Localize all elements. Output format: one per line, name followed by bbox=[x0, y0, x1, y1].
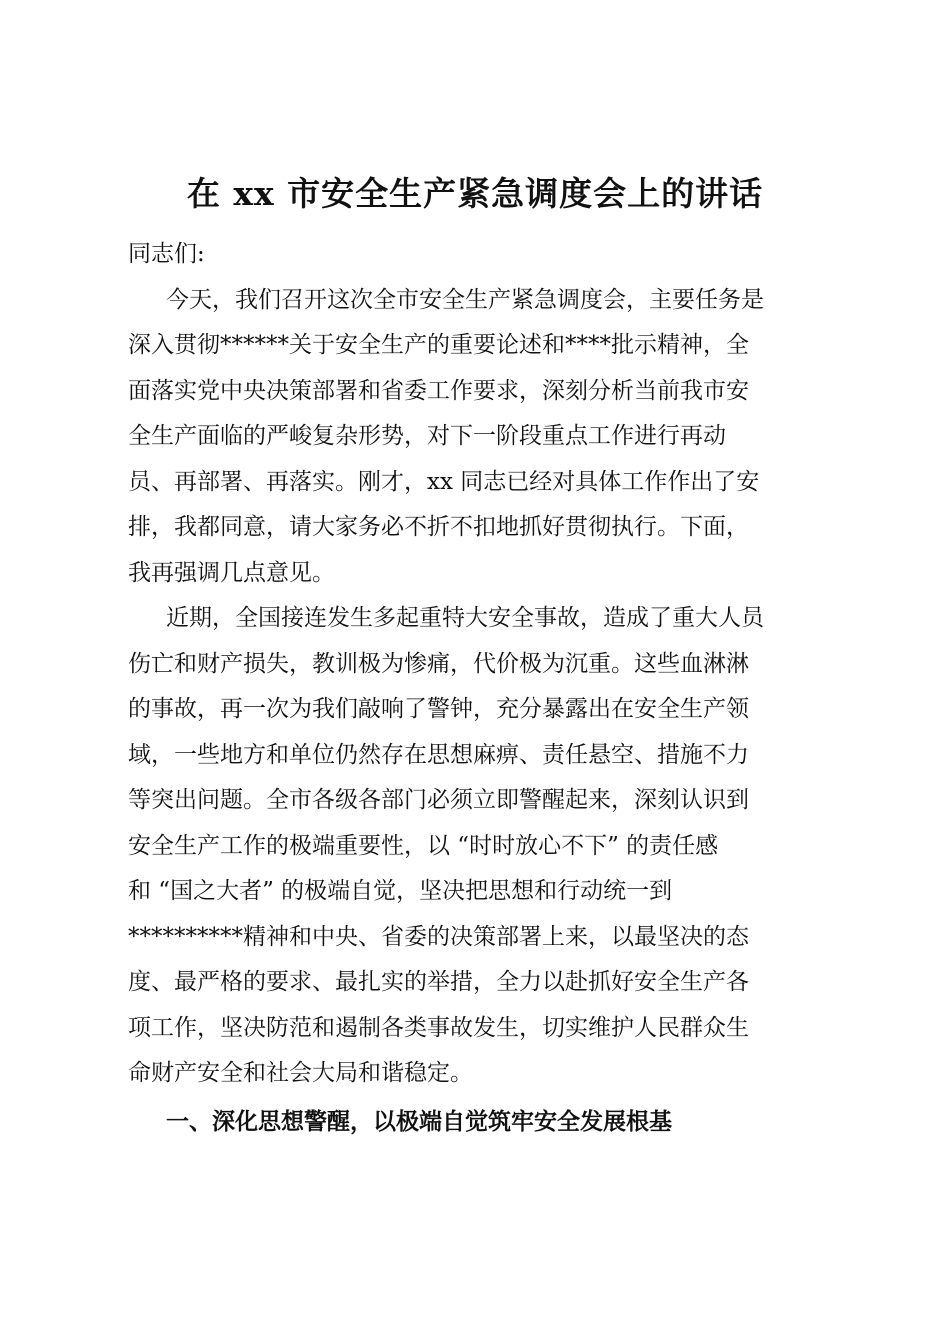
paragraph-2-line: 项工作，坚决防范和遏制各类事故发生，切实维护人民群众生 bbox=[128, 1014, 749, 1041]
section-heading: 一、深化思想警醒，以极端自觉筑牢安全发展根基 bbox=[166, 1107, 672, 1135]
document-body bbox=[128, 232, 828, 1144]
paragraph-1-line: 全生产面临的严峻复杂形势，对下一阶段重点工作进行再动 bbox=[128, 423, 726, 449]
document-title: 在 xx 市安全生产紧急调度会上的讲话 bbox=[186, 174, 764, 213]
salutation: 同志们: bbox=[128, 241, 205, 267]
paragraph-1-line: 深入贯彻******关于安全生产的重要论述和****批示精神，全 bbox=[128, 332, 749, 358]
paragraph-1-line: 排，我都同意，请大家务必不折不扣地抓好贯彻执行。下面， bbox=[128, 514, 749, 540]
paragraph-2-line: 伤亡和财产损失，教训极为惨痛，代价极为沉重。这些血淋淋 bbox=[128, 650, 749, 677]
paragraph-2-line: 近期，全国接连发生多起重特大安全事故，造成了重大人员 bbox=[166, 605, 764, 631]
paragraph-1-line: 今天，我们召开这次全市安全生产紧急调度会，主要任务是 bbox=[166, 286, 764, 313]
paragraph-1-line: 我再强调几点意见。 bbox=[128, 559, 335, 586]
paragraph-2-line: 安全生产工作的极端重要性，以 “时时放心不下” 的责任感 bbox=[128, 832, 719, 859]
paragraph-1-line: 员、再部署、再落实。刚才，xx 同志已经对具体工作作出了安 bbox=[128, 468, 760, 495]
paragraph-2-line: 和 “国之大者” 的极端自觉，坚决把思想和行动统一到 bbox=[128, 878, 673, 904]
paragraph-2-line: 命财产安全和社会大局和谐稳定。 bbox=[128, 1060, 473, 1086]
paragraph-2-line: 度、最严格的要求、最扎实的举措，全力以赴抓好安全生产各 bbox=[128, 969, 749, 995]
paragraph-2-line: 的事故，再一次为我们敲响了警钟，充分暴露出在安全生产领 bbox=[128, 696, 749, 722]
paragraph-2-line: **********精神和中央、省委的决策部署上来，以最坚决的态 bbox=[128, 923, 749, 950]
paragraph-2-line: 域，一些地方和单位仍然存在思想麻痹、责任悬空、措施不力 bbox=[128, 741, 749, 768]
paragraph-1-line: 面落实党中央决策部署和省委工作要求，深刻分析当前我市安 bbox=[128, 377, 749, 404]
paragraph-2-line: 等突出问题。全市各级各部门必须立即警醒起来，深刻认识到 bbox=[128, 787, 749, 813]
